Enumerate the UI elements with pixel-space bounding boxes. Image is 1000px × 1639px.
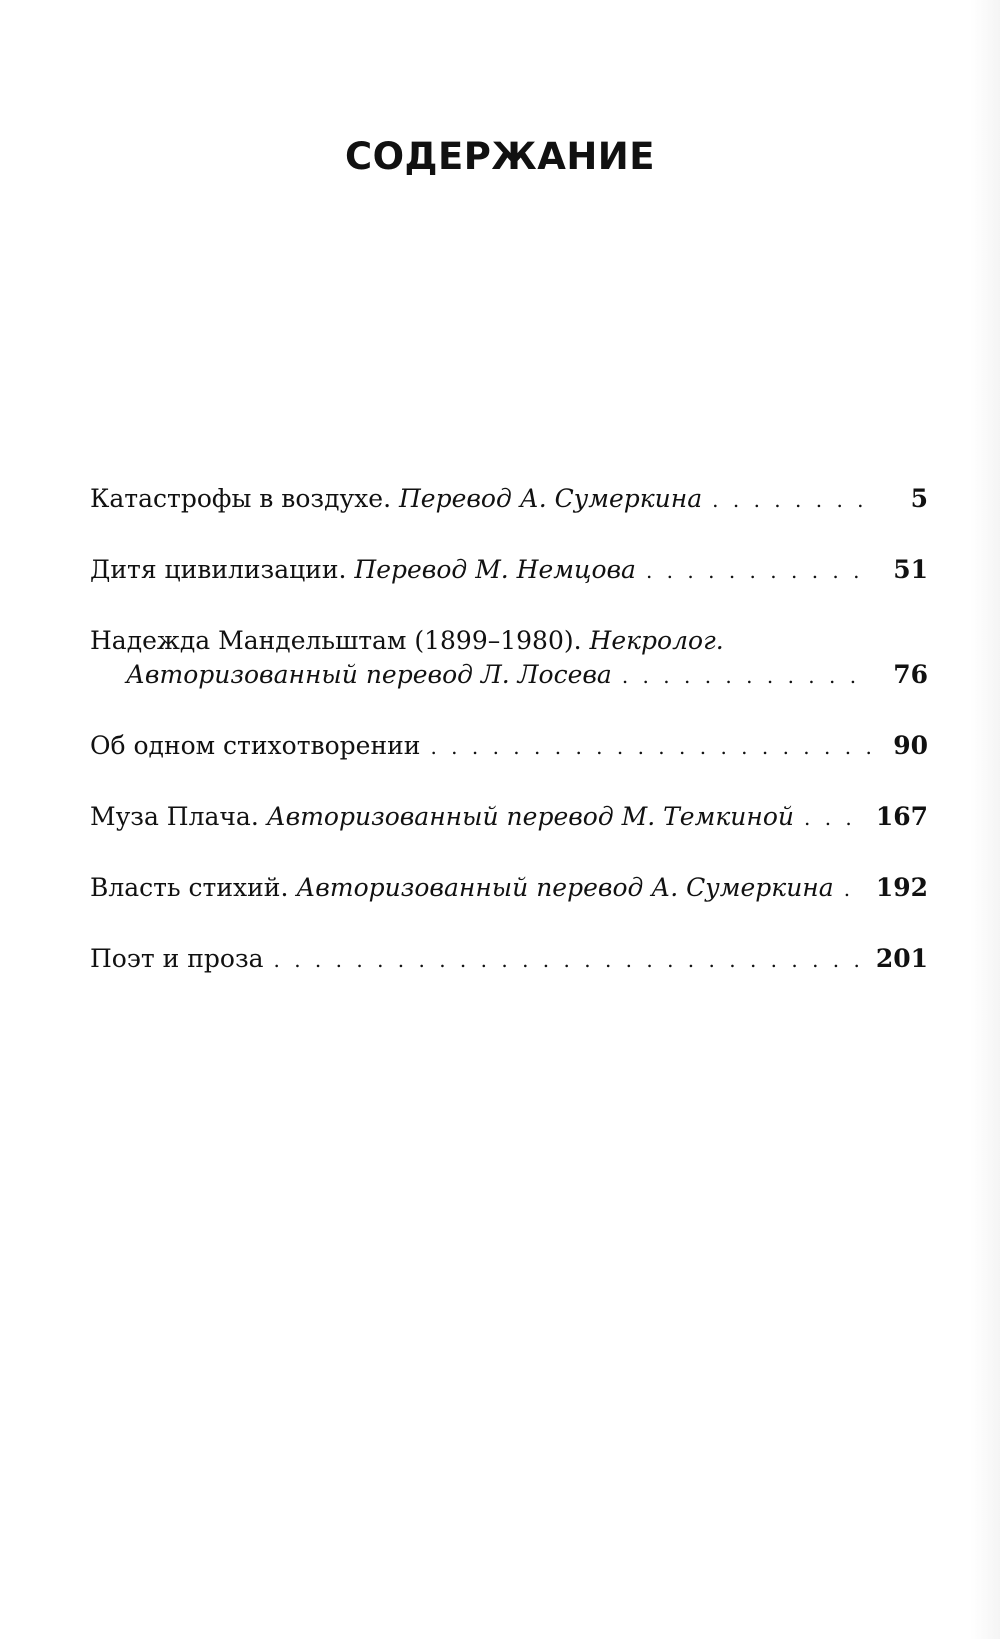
toc-entry [90, 624, 928, 693]
page-number: 51 [893, 555, 928, 584]
entry-title: Поэт и проза [90, 944, 264, 973]
entry-text [90, 482, 702, 516]
entry-subtitle-part: Некролог. [589, 626, 724, 655]
entry-title: Катастрофы в воздухе. [90, 484, 392, 513]
page-number: 201 [875, 944, 928, 973]
page-number: 167 [875, 802, 928, 831]
page-number: 192 [875, 873, 928, 902]
entry-text [90, 553, 636, 587]
toc-entry [90, 553, 928, 588]
toc-row [90, 800, 928, 835]
dot-leader [622, 659, 872, 693]
entry-title: Муза Плача. [90, 802, 259, 831]
dot-leader [712, 483, 872, 517]
page-number: 76 [893, 660, 928, 689]
page-number: 5 [910, 484, 928, 513]
toc-row [90, 658, 928, 693]
entry-text [126, 658, 612, 692]
entry-title: Об одном стихотворении [90, 731, 421, 760]
toc-entry [90, 942, 928, 977]
dot-leader [274, 943, 866, 977]
toc-entry [90, 800, 928, 835]
toc-row [90, 729, 928, 764]
toc-row [90, 553, 928, 588]
entry-subtitle: Авторизованный перевод А. Сумеркина [296, 873, 834, 902]
entry-first-line [90, 624, 928, 658]
page-edge-shadow [970, 0, 1000, 1639]
entry-subtitle: Авторизованный перевод М. Темкиной [266, 802, 794, 831]
entry-text [90, 729, 420, 763]
toc-entry [90, 729, 928, 764]
entry-subtitle: Авторизованный перевод Л. Лосева [126, 660, 612, 689]
entry-subtitle: Перевод М. Немцова [354, 555, 636, 584]
toc-row [90, 942, 928, 977]
toc-list [90, 482, 928, 1013]
toc-row [90, 482, 928, 517]
entry-text [90, 800, 794, 834]
dot-leader [646, 554, 872, 588]
page-number: 90 [893, 731, 928, 760]
entry-text [90, 871, 834, 905]
dot-leader [430, 730, 872, 764]
entry-text [90, 942, 264, 976]
toc-heading: СОДЕРЖАНИЕ [344, 135, 656, 178]
toc-entry [90, 482, 928, 517]
entry-subtitle: Перевод А. Сумеркина [398, 484, 703, 513]
dot-leader [844, 872, 866, 906]
dot-leader [804, 801, 866, 835]
toc-entry [90, 871, 928, 906]
toc-row [90, 871, 928, 906]
entry-title: Надежда Мандельштам (1899–1980). [90, 626, 582, 655]
entry-title: Власть стихий. [90, 873, 289, 902]
entry-title: Дитя цивилизации. [90, 555, 347, 584]
